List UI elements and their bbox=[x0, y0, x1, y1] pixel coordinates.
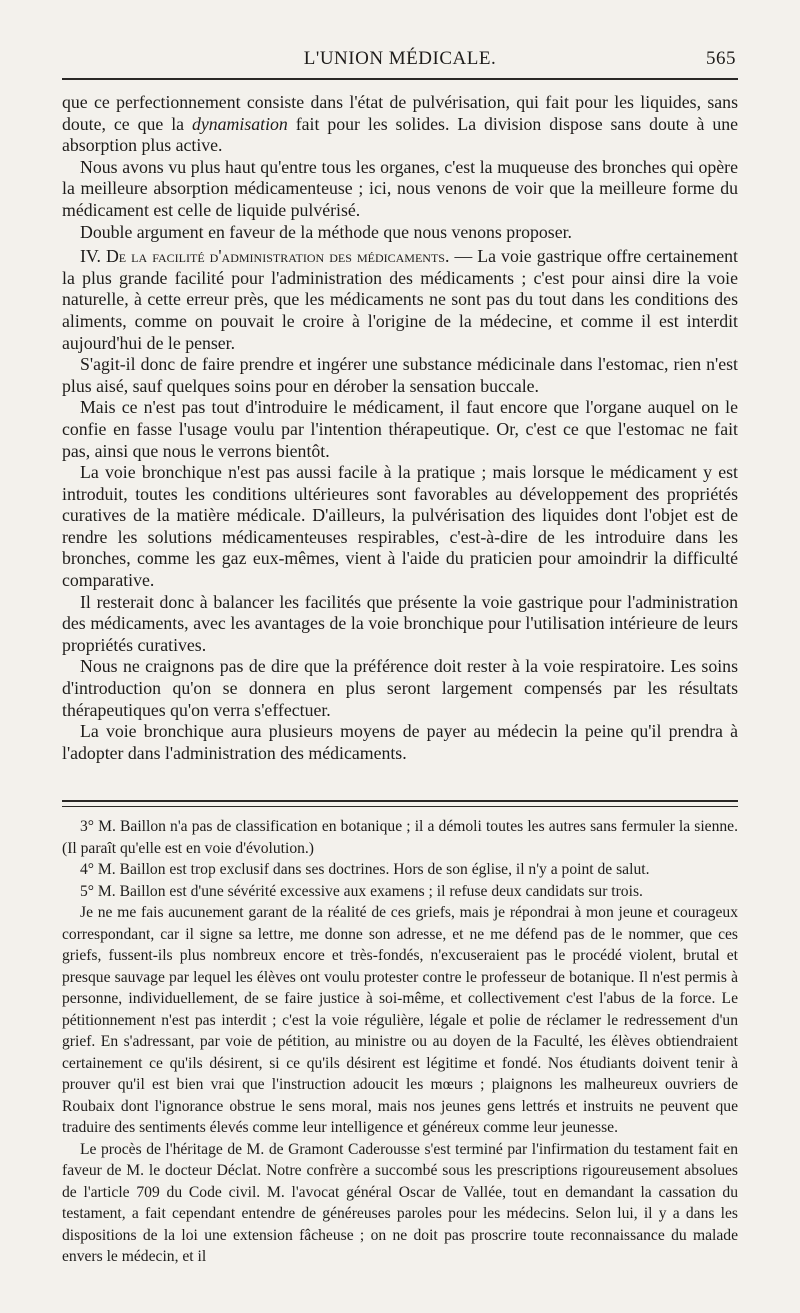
paragraph-8: Il resterait donc à balancer les facilités que présente la voie gastrique pour l'administration des médicaments, avec les avantages de la voie bronchique pour l'utilisation intérieure de leurs propriétés curatives. bbox=[62, 591, 738, 655]
section-divider bbox=[62, 800, 738, 807]
header-rule bbox=[62, 78, 738, 80]
paragraph-10: La voie bronchique aura plusieurs moyens de payer au médecin la peine qu'il prendra à l'adopter dans l'administration des médicaments. bbox=[62, 721, 738, 763]
paragraph-2: Nous avons vu plus haut qu'entre tous les organes, c'est la muqueuse des bronches qui opère la meilleure absorption médicamenteuse ; ici, nous venons de voir que la meilleure forme du médicament est celle de liquide pulvérisé. bbox=[62, 156, 738, 220]
section-title: De la facilité d'administration des médicaments. bbox=[105, 246, 450, 267]
main-article bbox=[62, 92, 738, 764]
feuilleton-section bbox=[62, 816, 738, 1268]
page-number: 565 bbox=[706, 48, 736, 69]
paragraph-1-emphasis: dynamisation bbox=[191, 113, 288, 134]
paragraph-1-end: fait pour les solides. La division dispose sans doute à une absorption plus active. bbox=[62, 113, 738, 156]
feuilleton-paragraph-3: 5° M. Baillon est d'une sévérité excessive aux examens ; il refuse deux candidats sur trois. bbox=[80, 882, 643, 900]
running-header bbox=[62, 44, 738, 74]
section-number: IV. bbox=[80, 246, 101, 267]
feuilleton-paragraph-5: Le procès de l'héritage de M. de Gramont Caderousse s'est terminé par l'infirmation du testament fait en faveur de M. le docteur Déclat. Notre confrère a succombé sous les prescriptions rigoureusement absolues de l'article 709 du Code civil. M. l'avocat général Oscar de Vallée, tout en demandant la cassation du testament, a fait cependant entendre de généreuses paroles pour les médecins. Selon lui, il y a dans les dispositions de la loi une extension fâcheuse ; on ne doit pas proscrire toute reconnaissance du malade envers le médecin, et il bbox=[62, 1140, 738, 1265]
journal-title: L'UNION MÉDICALE. bbox=[303, 48, 497, 69]
paragraph-3: Double argument en faveur de la méthode que nous venons proposer. bbox=[80, 221, 572, 242]
feuilleton-paragraph-4: Je ne me fais aucunement garant de la réalité de ces griefs, mais je répondrai à mon jeune et courageux correspondant, car il signe sa lettre, me donne son adresse, et ne me défend pas de le nommer, que ces griefs, fussent-ils plus nombreux encore et très-fondés, n'excuseraient pas le procédé violent, brutal et presque sauvage par lequel les élèves ont voulu protester contre le professeur de botanique. Il n'est permis à personne, individuellement, de se faire justice à soi-même, et collectivement c'est l'abus de la force. Le pétitionnement n'est pas interdit ; c'est la voie régulière, légale et polie de réclamer le redressement d'un grief. En s'adressant, par voie de pétition, au ministre ou au doyen de la Faculté, les élèves obtiendraient certainement ce qu'ils désirent, si ce qu'ils désirent est légitime et fondé. Nos étudiants doivent tenir à prouver qu'il est bien vrai que l'instruction adoucit les mœurs ; plaignons les malheureux ouvriers de Roubaix dont l'ignorance obstrue le sens moral, mais nos jeunes gens lettrés et instruits ne peuvent que traduire des sentiments élevés comme leur intelligence et généreux comme leur jeunesse. bbox=[62, 904, 738, 1136]
paragraph-4-text: — La voie gastrique offre certainement la plus grande facilité pour l'administration des médicaments ; c'est pour ainsi dire la voie naturelle, à cette erreur près, que les médicaments ne sont pas du tout dans les conditions des aliments, comme on pouvait le croire à l'origine de la médecine, et comme il est interdit aujourd'hui de le penser. bbox=[62, 246, 739, 353]
paragraph-9: Nous ne craignons pas de dire que la préférence doit rester à la voie respiratoire. Les soins d'introduction qu'on se donnera en plus seront largement compensés par les résultats thérapeutiques qu'on verra s'effectuer. bbox=[62, 656, 738, 720]
paragraph-6: Mais ce n'est pas tout d'introduire le médicament, il faut encore que l'organe auquel on le confie en fasse l'usage voulu par l'intention thérapeutique. Or, c'est ce que l'estomac ne fait pas, ainsi que nous le verrons bientôt. bbox=[62, 397, 738, 461]
paragraph-7: La voie bronchique n'est pas aussi facile à la pratique ; mais lorsque le médicament y est introduit, toutes les conditions ultérieures sont favorables au développement des propriétés curatives de la matière médicale. D'ailleurs, la pulvérisation des liquides dont l'objet est de rendre les solutions médicamenteuses respirables, c'est-à-dire de les introduire dans les bronches, comme les gaz eux-mêmes, vient à l'aide du praticien pour amoindrir la difficulté comparative. bbox=[62, 462, 738, 591]
feuilleton-paragraph-2: 4° M. Baillon est trop exclusif dans ses doctrines. Hors de son église, il n'y a point de salut. bbox=[80, 861, 650, 878]
paragraph-1-text: que ce perfectionnement consiste dans l'état de pulvérisation, qui fait pour les liquides, sans doute, ce que la bbox=[62, 92, 738, 134]
paragraph-5: S'agit-il donc de faire prendre et ingérer une substance médicinale dans l'estomac, rien n'est plus aisé, sauf quelques soins pour en dérober la sensation buccale. bbox=[62, 354, 738, 396]
section-paragraph bbox=[62, 246, 738, 354]
paragraph-1 bbox=[62, 92, 738, 157]
feuilleton-paragraph-1: 3° M. Baillon n'a pas de classification en botanique ; il a démoli toutes les autres sans fermuler la sienne. (Il paraît qu'elle est en voie d'évolution.) bbox=[62, 818, 738, 857]
